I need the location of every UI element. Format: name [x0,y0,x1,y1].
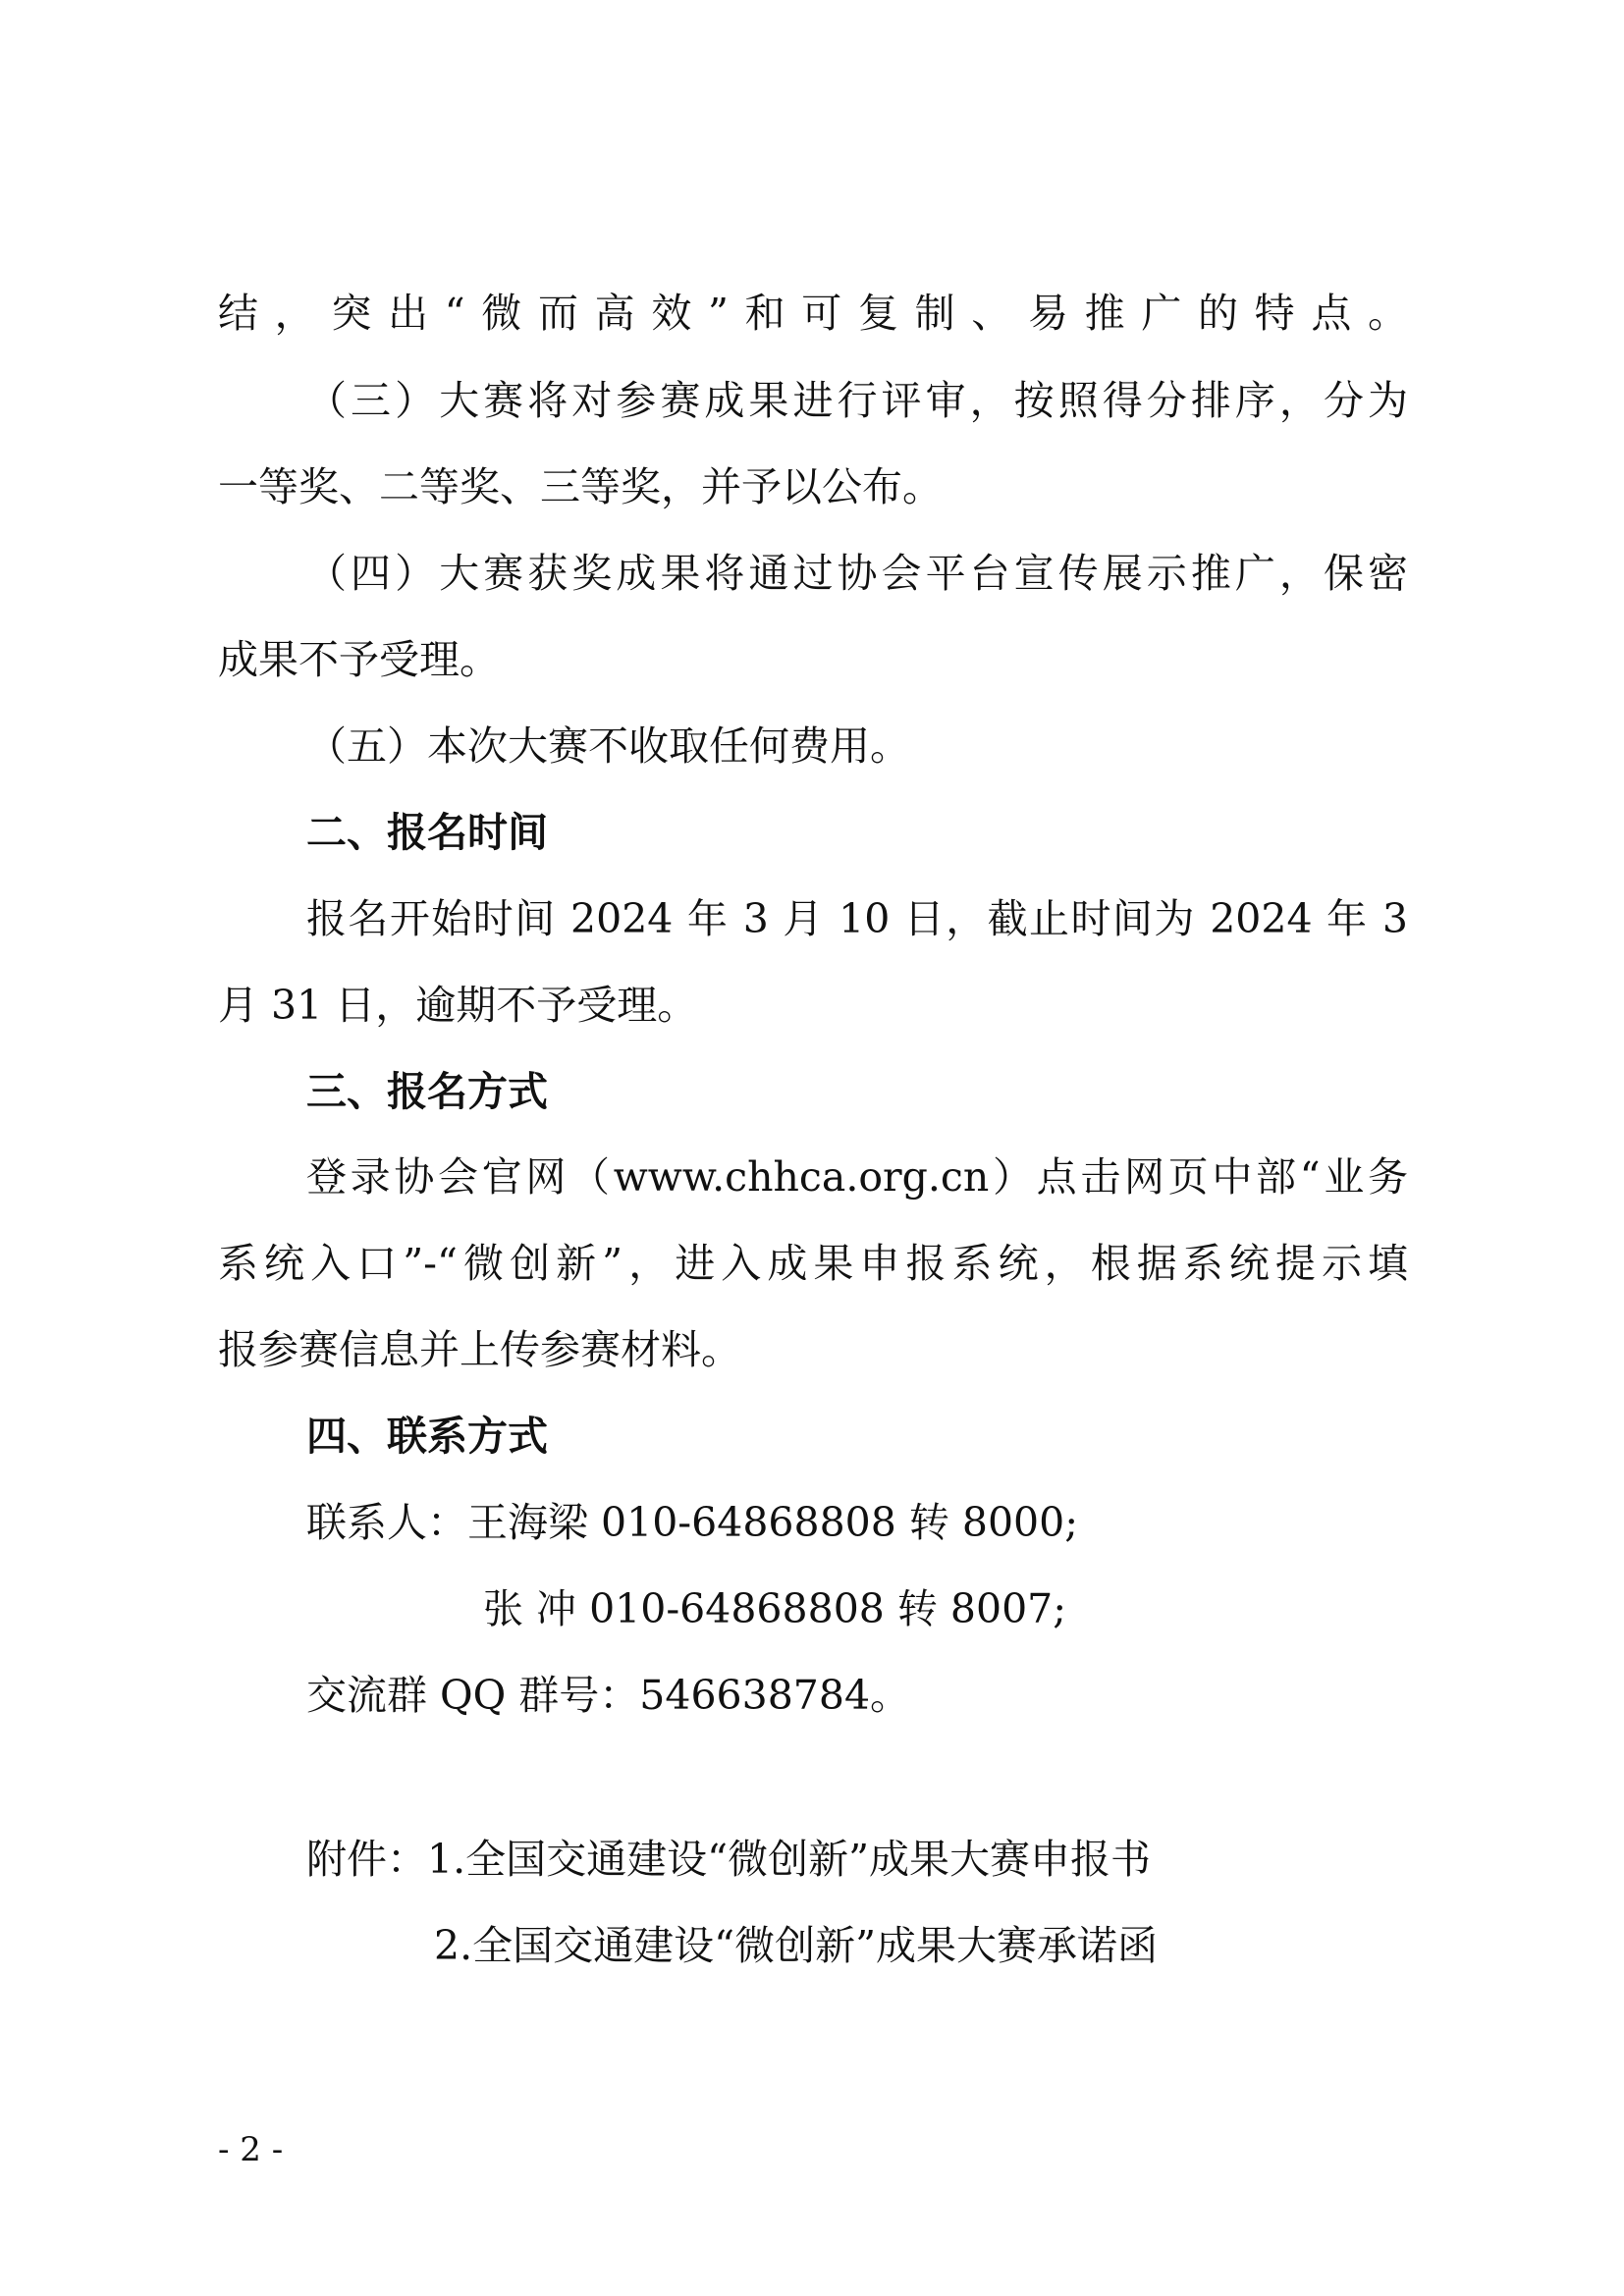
paragraph-line: 成果不予受理。 [218,636,500,683]
contact-line: 联系人：王海梁 010-64868808 转 8000; [306,1499,1079,1546]
attachment-line: 2.全国交通建设“微创新”成果大赛承诺函 [434,1922,1159,1969]
paragraph-line: （三）大赛将对参赛成果进行评审，按照得分排序，分为 [306,377,1408,424]
qq-group-line: 交流群 QQ 群号：546638784。 [306,1672,911,1719]
page-number: - 2 - [218,2130,284,2169]
paragraph-line: 报名开始时间 2024 年 3 月 10 日，截止时间为 2024 年 3 [306,895,1408,942]
paragraph-line: （四）大赛获奖成果将通过协会平台宣传展示推广，保密 [306,550,1408,597]
paragraph-line: 系统入口”-“微创新”，进入成果申报系统，根据系统提示填 [218,1240,1408,1287]
paragraph-line: 结，突出“微而高效”和可复制、易推广的特点。 [218,290,1408,337]
paragraph-line: 登录协会官网（www.chhca.org.cn）点击网页中部“业务 [306,1153,1408,1201]
attachment-line: 附件：1.全国交通建设“微创新”成果大赛申报书 [306,1836,1152,1883]
paragraph-line: 月 31 日，逾期不予受理。 [218,982,698,1029]
contact-line: 张 冲 010-64868808 转 8007; [483,1585,1067,1632]
paragraph-line: 报参赛信息并上传参赛材料。 [218,1326,741,1373]
section-heading: 二、报名时间 [306,809,548,856]
paragraph-line: 一等奖、二等奖、三等奖，并予以公布。 [218,463,943,510]
section-heading: 四、联系方式 [306,1413,548,1460]
section-heading: 三、报名方式 [306,1068,548,1115]
paragraph-line: （五）本次大赛不收取任何费用。 [306,722,910,770]
